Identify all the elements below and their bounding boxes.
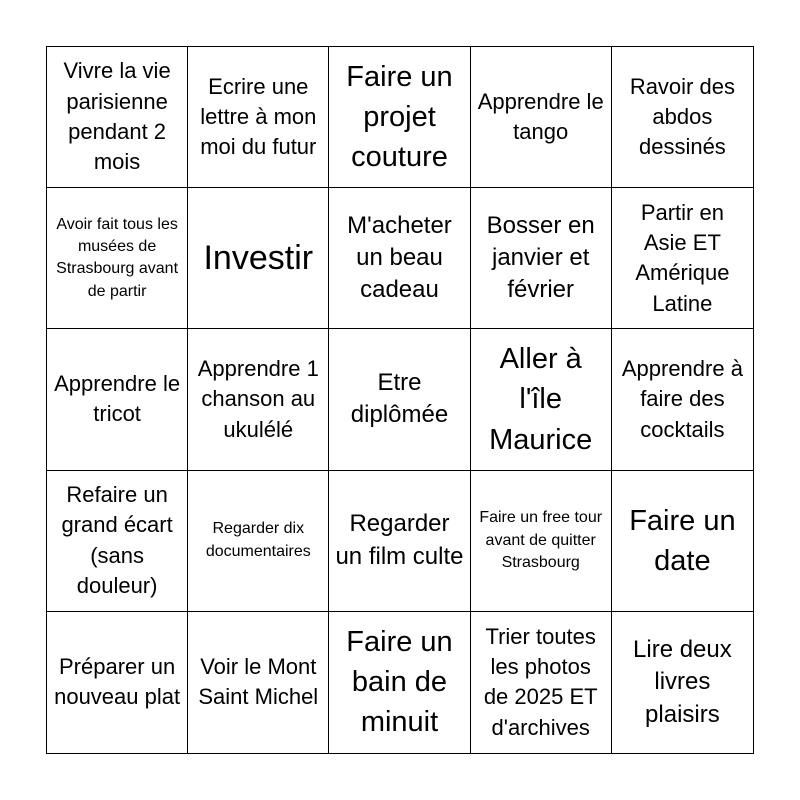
bingo-cell[interactable]: Vivre la vie parisienne pendant 2 mois: [47, 47, 188, 188]
bingo-cell[interactable]: Faire un date: [612, 471, 753, 612]
bingo-cell[interactable]: Regarder dix documentaires: [188, 471, 329, 612]
bingo-cell[interactable]: Etre diplômée: [329, 329, 470, 470]
bingo-cell[interactable]: Faire un projet couture: [329, 47, 470, 188]
bingo-cell[interactable]: Partir en Asie ET Amérique Latine: [612, 188, 753, 329]
bingo-cell[interactable]: Investir: [188, 188, 329, 329]
bingo-cell[interactable]: Refaire un grand écart (sans douleur): [47, 471, 188, 612]
bingo-cell[interactable]: Avoir fait tous les musées de Strasbourg avant de partir: [47, 188, 188, 329]
bingo-cell[interactable]: M'acheter un beau cadeau: [329, 188, 470, 329]
bingo-cell[interactable]: Bosser en janvier et février: [471, 188, 612, 329]
bingo-cell[interactable]: Ecrire une lettre à mon moi du futur: [188, 47, 329, 188]
bingo-cell[interactable]: Apprendre à faire des cocktails: [612, 329, 753, 470]
bingo-cell[interactable]: Faire un bain de minuit: [329, 612, 470, 753]
bingo-cell[interactable]: Préparer un nouveau plat: [47, 612, 188, 753]
bingo-cell[interactable]: Apprendre le tango: [471, 47, 612, 188]
bingo-cell[interactable]: Voir le Mont Saint Michel: [188, 612, 329, 753]
bingo-cell[interactable]: Trier toutes les photos de 2025 ET d'archives: [471, 612, 612, 753]
bingo-cell[interactable]: Lire deux livres plaisirs: [633, 635, 732, 728]
bingo-cell[interactable]: Apprendre le tricot: [47, 329, 188, 470]
bingo-cell[interactable]: Regarder un film culte: [329, 471, 470, 612]
bingo-cell[interactable]: Aller à l'île Maurice: [471, 329, 612, 470]
bingo-board: [46, 46, 754, 754]
bingo-cell[interactable]: Ravoir des abdos dessinés: [612, 47, 753, 188]
bingo-cell[interactable]: Apprendre 1 chanson au ukulélé: [188, 329, 329, 470]
bingo-cell[interactable]: Faire un free tour avant de quitter Strasbourg: [471, 471, 612, 612]
